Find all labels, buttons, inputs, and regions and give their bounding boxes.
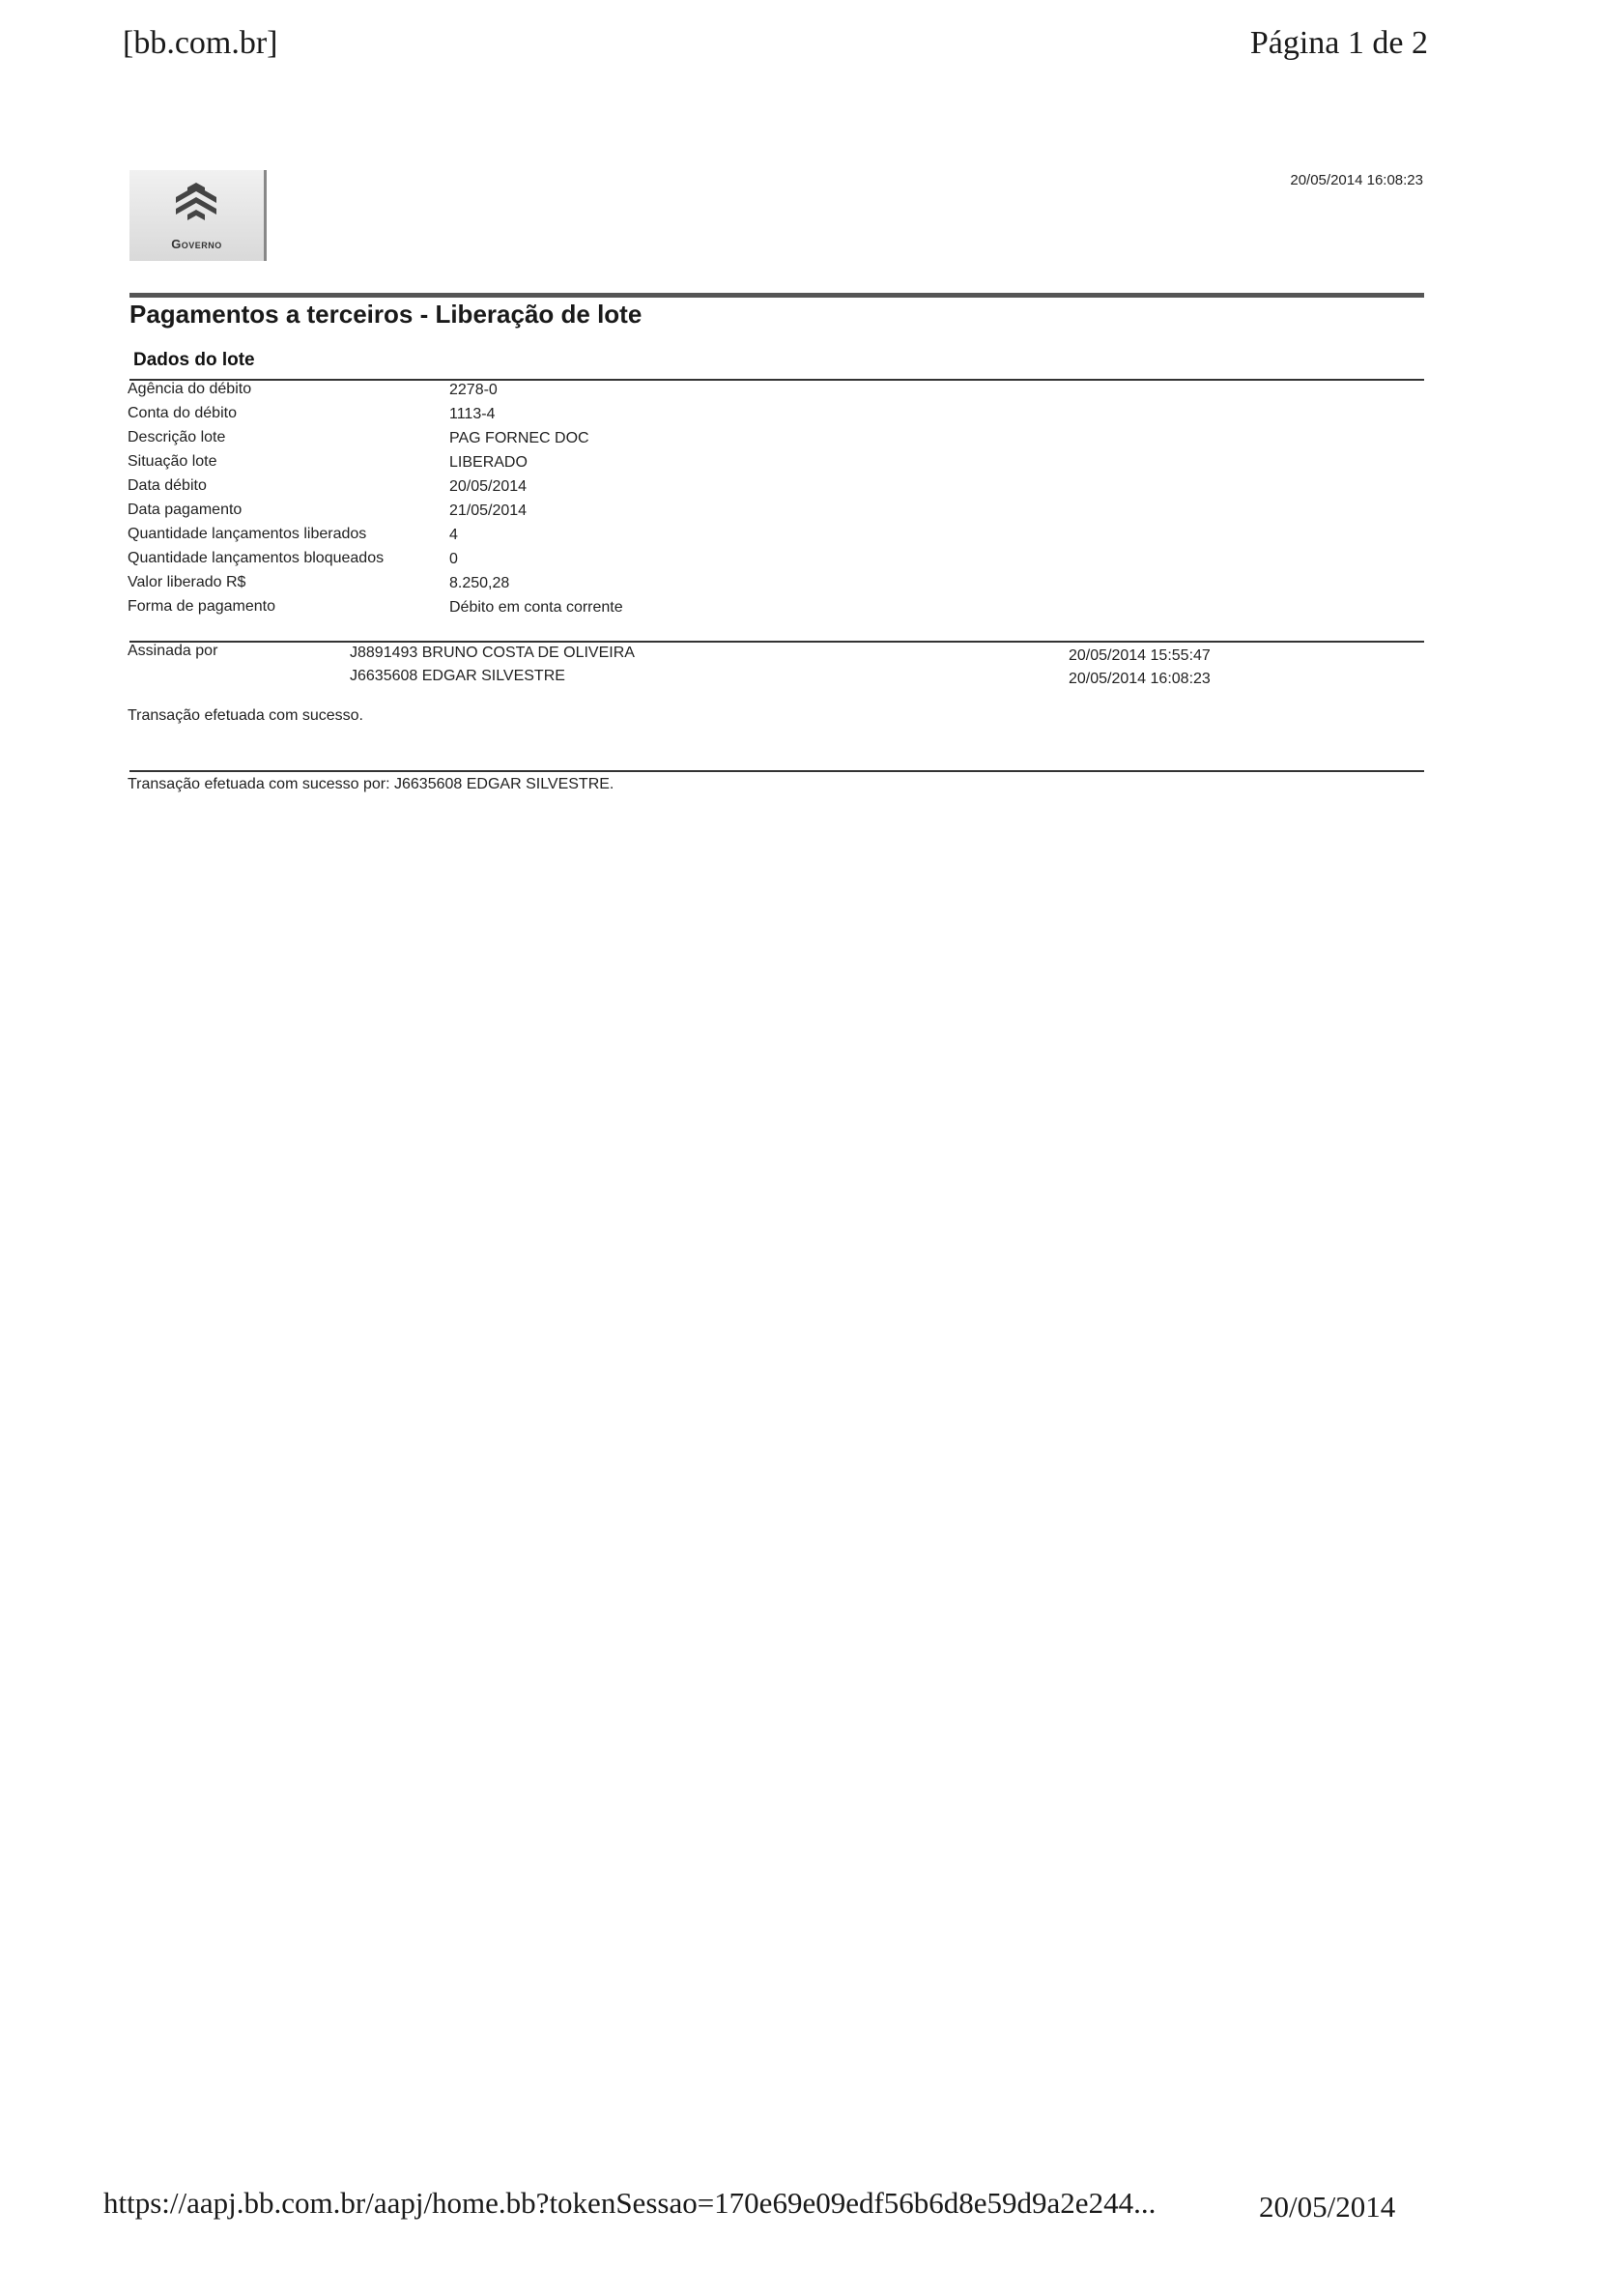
section-title: Dados do lote xyxy=(133,350,255,370)
signer-1-datetime: 20/05/2014 15:55:47 xyxy=(1069,647,1211,664)
field-value-conta: 1113-4 xyxy=(449,406,496,422)
header-divider xyxy=(129,293,1424,298)
field-label-qtd-liberados: Quantidade lançamentos liberados xyxy=(128,526,367,542)
governo-logo xyxy=(129,170,267,261)
signer-1: J8891493 BRUNO COSTA DE OLIVEIRA xyxy=(350,645,635,661)
field-value-data-pagamento: 21/05/2014 xyxy=(449,502,528,519)
field-value-forma-pagamento: Débito em conta corrente xyxy=(449,599,623,616)
page-title: Pagamentos a terceiros - Liberação de lote xyxy=(129,300,643,329)
signer-2-datetime: 20/05/2014 16:08:23 xyxy=(1069,671,1211,687)
field-value-valor-liberado: 8.250,28 xyxy=(449,575,510,591)
signatures-divider xyxy=(129,641,1424,643)
report-timestamp: 20/05/2014 16:08:23 xyxy=(1290,172,1423,188)
field-label-forma-pagamento: Forma de pagamento xyxy=(128,598,275,615)
banco-do-brasil-logo-icon xyxy=(166,180,226,230)
field-label-situacao: Situação lote xyxy=(128,453,217,470)
logo-label: Governo xyxy=(171,237,222,251)
status-message: Transação efetuada com sucesso. xyxy=(128,707,363,724)
print-footer-url: https://aapj.bb.com.br/aapj/home.bb?tokenSessao=170e69e09edf56b6d8e59d9a2e244... xyxy=(103,2186,1157,2220)
section-divider xyxy=(129,379,1424,381)
field-label-data-pagamento: Data pagamento xyxy=(128,502,243,518)
footer-divider xyxy=(129,770,1424,772)
field-value-qtd-liberados: 4 xyxy=(449,527,458,543)
print-header-page-number: Página 1 de 2 xyxy=(1249,25,1428,61)
field-label-data-debito: Data débito xyxy=(128,477,207,494)
print-header-site: [bb.com.br] xyxy=(123,25,278,61)
field-value-descricao: PAG FORNEC DOC xyxy=(449,430,589,446)
field-label-conta: Conta do débito xyxy=(128,405,237,421)
signatures-label: Assinada por xyxy=(128,643,218,659)
field-value-qtd-bloqueados: 0 xyxy=(449,551,458,567)
field-label-valor-liberado: Valor liberado R$ xyxy=(128,574,246,590)
field-value-situacao: LIBERADO xyxy=(449,454,528,471)
print-footer-date: 20/05/2014 xyxy=(1259,2190,1396,2224)
field-label-qtd-bloqueados: Quantidade lançamentos bloqueados xyxy=(128,550,385,566)
footer-message: Transação efetuada com sucesso por: J6635608 EDGAR SILVESTRE. xyxy=(128,776,614,792)
field-label-descricao: Descrição lote xyxy=(128,429,226,445)
field-value-data-debito: 20/05/2014 xyxy=(449,478,528,495)
field-value-agencia: 2278-0 xyxy=(449,382,498,398)
signer-2: J6635608 EDGAR SILVESTRE xyxy=(350,668,565,684)
field-label-agencia: Agência do débito xyxy=(128,381,252,397)
